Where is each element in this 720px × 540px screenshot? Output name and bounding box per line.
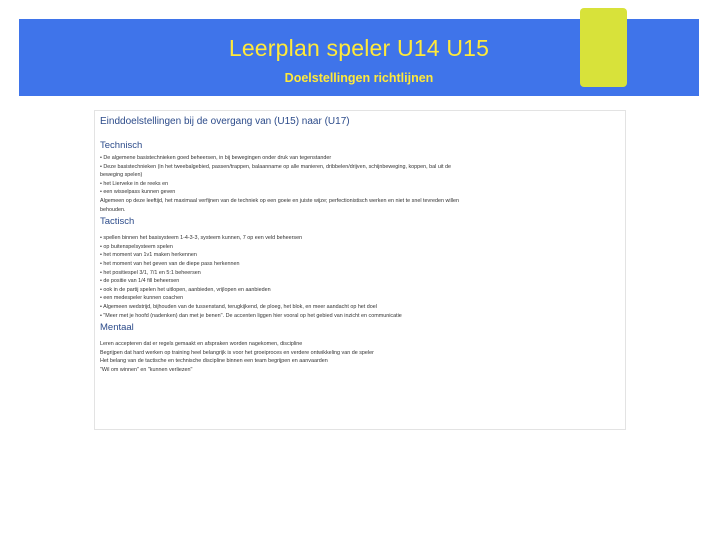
text-line: • op buitenspelsysteem spelen	[100, 243, 173, 250]
text-line: Leren accepteren dat er regels gemaakt en afspraken worden nagekomen, discipline	[100, 341, 303, 348]
text-line: • de positie van 1/4 fill beheersen	[100, 278, 180, 285]
document-panel	[94, 110, 626, 430]
document-left-border	[94, 111, 95, 429]
text-line: Het belang van de tactische en technische discipline binnen een team begrijpen en aanvaarden	[100, 358, 328, 365]
section-technisch	[100, 139, 622, 214]
section-title: Mentaal	[100, 322, 134, 334]
document-content	[100, 115, 622, 374]
text-line: Begrijpen dat hard werken op training heel belangrijk is voor het groeiproces en verdere ontwikkeling van de speler	[100, 349, 374, 356]
text-line: "Wil om winnen" en "kunnen verliezen"	[100, 366, 193, 373]
section-lines	[100, 154, 622, 214]
page-subtitle: Doelstellingen richtlijnen	[284, 71, 434, 85]
spacer	[100, 228, 622, 232]
text-line: • spellen binnen het basisysteem 1-4-3-3, systeem kunnen, 7 op een veld beheersen	[100, 235, 303, 242]
accent-tab	[580, 8, 627, 87]
text-line: • het moment van het geven van de diepe pass herkennen	[100, 260, 240, 267]
section-mentaal	[100, 321, 622, 374]
document-heading: Einddoelstellingen bij de overgang van (U15) naar (U17)	[100, 116, 350, 127]
text-line: • Deze basistechnieken (in het tweebalgebied, passen/trappen, balaanname op alle manieren, dribbelen/drijven, schijnbeweging, koppen, bal uit de	[100, 163, 452, 170]
text-line: • ook in de partij spelen het uitlopen, aanbieden, vrijlopen en aanbieden	[100, 286, 271, 293]
text-line: beweging spelen)	[100, 172, 143, 179]
text-line: • het Lierveke in de reeks en	[100, 180, 169, 187]
section-title: Technisch	[100, 140, 143, 151]
section-lines	[100, 340, 622, 374]
text-line: • De algemene basistechnieken goed beheersen, in bij bewegingen onder druk van tegenstander	[100, 155, 332, 161]
text-line: Algemeen op deze leeftijd, het maximaal verfijnen van de techniek op een goeie en juiste wijze; perfectionistisch werken en niet te snel tevreden willen	[100, 197, 459, 204]
page-title: Leerplan speler U14 U15	[228, 35, 490, 61]
section-tactisch	[100, 215, 622, 320]
spacer	[100, 334, 622, 338]
text-line: • het positiespel 3/1, 7/1 en 5:1 beheersen	[100, 269, 201, 276]
text-line: • Algemeen wedstrijd, bijhouden van de tussenstand, terugkijkend, de ploeg, het blok, en meer aandacht op het doel	[100, 303, 377, 310]
text-line: • het moment van 1v1 maken herkennen	[100, 252, 197, 259]
section-lines	[100, 234, 622, 320]
text-line: behouden.	[100, 206, 126, 213]
text-line: • "Meer met je hoofd (nadenken) dan met je benen". De accenten liggen hier vooral op het gebied van inzicht en communicatie	[100, 312, 402, 319]
text-line: • een medespeler kunnen coachen	[100, 295, 184, 302]
document-right-border	[625, 111, 626, 429]
section-title: Tactisch	[100, 216, 135, 228]
text-line: • een wisselpass kunnen geven	[100, 189, 176, 196]
